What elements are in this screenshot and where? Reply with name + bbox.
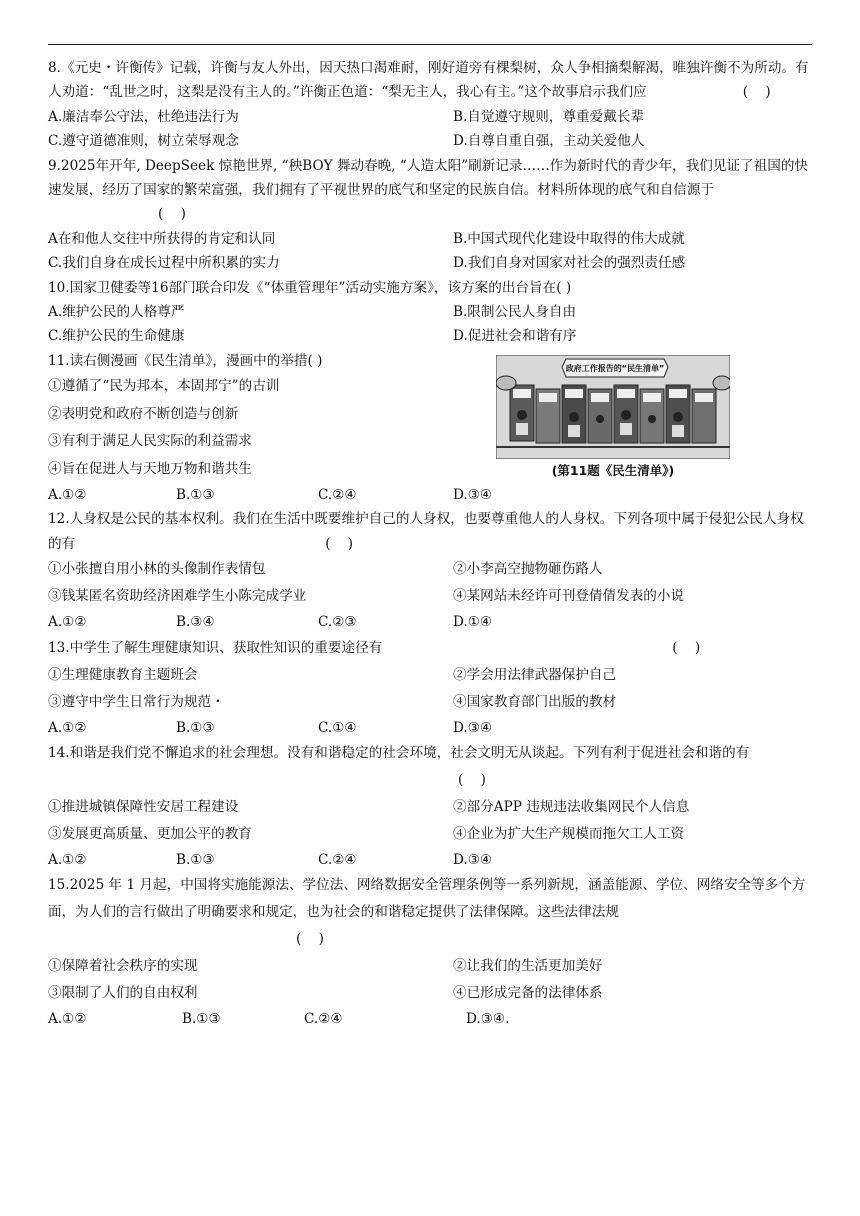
question-12-stem: 12.人身权是公民的基本权利。我们在生活中既要维护自己的人身权，也要尊重他人的人身权。下列各项中属于侵犯公民人身权的有 bbox=[48, 511, 804, 552]
statement-1: ①保障着社会秩序的实现 bbox=[48, 958, 198, 975]
cartoon-title: 政府工作报告的“民生清单” bbox=[565, 363, 665, 373]
question-15 bbox=[48, 872, 812, 1031]
option-a: A.①② bbox=[48, 614, 87, 631]
statement-4: ④已形成完备的法律体系 bbox=[453, 985, 603, 1002]
statement-1: ①小张擅自用小林的头像制作表情包 bbox=[48, 561, 266, 578]
cartoon-caption: (第11题《民生清单》) bbox=[551, 462, 675, 478]
option-d: D.①④ bbox=[453, 614, 493, 631]
option-b: B.自觉遵守规则，尊重爱戴长辈 bbox=[453, 108, 645, 125]
question-10-stem: 10.国家卫健委等16部门联合印发《“体重管理年”活动实施方案》，该方案的出台旨在( ) bbox=[48, 279, 572, 296]
option-c: C.维护公民的生命健康 bbox=[48, 328, 185, 345]
option-c: C.①④ bbox=[318, 719, 357, 736]
question-11 bbox=[48, 349, 812, 507]
statement-3: ③钱某匿名资助经济困难学生小陈完成学业 bbox=[48, 588, 307, 605]
answer-paren: ( ) bbox=[325, 535, 354, 552]
option-d: D.③④ bbox=[453, 851, 493, 868]
option-a: A.①② bbox=[48, 486, 87, 503]
question-8 bbox=[48, 56, 812, 154]
question-8-stem: 8.《元史・许衡传》记载，许衡与友人外出，因天热口渴难耐，刚好道旁有棵梨树，众人争相摘梨解渴，唯独许衡不为所动。有人劝道：“乱世之时，这梨是没有主人的。”许衡正色道：“梨无主人，我心有主。”这个故事启示我们应 bbox=[48, 60, 809, 101]
question-11-stem: 11.读右侧漫画《民生清单》，漫画中的举措( ) bbox=[48, 352, 323, 369]
statement-3: ③遵守中学生日常行为规范・ bbox=[48, 693, 225, 710]
statement-1: ①遵循了“民为邦本，本固邦宁”的古训 bbox=[48, 378, 280, 395]
statement-2: ②部分APP 违规违法收集网民个人信息 bbox=[453, 798, 690, 815]
option-d: D.我们自身对国家对社会的强烈责任感 bbox=[453, 255, 686, 272]
option-a: A.①② bbox=[48, 1011, 87, 1028]
answer-paren: ( ) bbox=[672, 639, 701, 656]
option-c: C.②④ bbox=[318, 851, 357, 868]
option-c: C.我们自身在成长过程中所积累的实力 bbox=[48, 255, 280, 272]
statement-4: ④旨在促进人与天地万物和谐共生 bbox=[48, 460, 252, 477]
option-d: D.自尊自重自强，主动关爱他人 bbox=[453, 133, 645, 150]
statement-3: ③限制了人们的自由权利 bbox=[48, 985, 198, 1002]
answer-paren: ( ) bbox=[158, 206, 186, 223]
answer-paren: ( ) bbox=[742, 84, 771, 101]
option-d: D.促进社会和谐有序 bbox=[453, 328, 577, 345]
option-c: C.②④ bbox=[318, 486, 357, 503]
statement-3: ③有利于满足人民实际的利益需求 bbox=[48, 433, 252, 450]
option-a: A.廉洁奉公守法，杜绝违法行为 bbox=[48, 108, 239, 125]
option-c: C.②④ bbox=[304, 1011, 343, 1028]
question-9 bbox=[48, 154, 812, 276]
statement-4: ④国家教育部门出版的教材 bbox=[453, 693, 617, 710]
option-a: A在和他人交往中所获得的肯定和认同 bbox=[48, 230, 276, 247]
option-d: D.③④ bbox=[453, 719, 493, 736]
header-rule bbox=[48, 44, 812, 45]
option-b: B.①③ bbox=[176, 719, 215, 736]
question-15-stem: 15.2025 年 1 月起，中国将实施能源法、学位法、网络数据安全管理条例等一系列新规，涵盖能源、学位、网络安全等多个方面，为人们的言行做出了明确要求和规定，也为社会的和谐稳定提供了法律保障。这些法律法规 bbox=[48, 877, 806, 921]
statement-2: ②小李高空抛物砸伤路人 bbox=[453, 561, 603, 578]
option-a: A.①② bbox=[48, 851, 87, 868]
question-12 bbox=[48, 507, 812, 634]
statement-3: ③发展更高质量、更加公平的教育 bbox=[48, 825, 252, 842]
option-a: A.维护公民的人格尊严 bbox=[48, 304, 185, 321]
option-b: B.③④ bbox=[176, 614, 215, 631]
statement-2: ②学会用法律武器保护自己 bbox=[453, 666, 617, 683]
option-c: C.遵守道德准则，树立荣辱观念 bbox=[48, 133, 239, 150]
option-b: B.中国式现代化建设中取得的伟大成就 bbox=[453, 230, 685, 247]
question-13-stem: 13.中学生了解生理健康知识、获取性知识的重要途径有 bbox=[48, 639, 383, 656]
question-10 bbox=[48, 276, 812, 349]
option-b: B.①③ bbox=[176, 851, 215, 868]
question-9-stem: 9.2025年开年, DeepSeek 惊艳世界, “秧BOY 舞动春晚, “人造太阳”刷新记录……作为新时代的青少年，我们见证了祖国的快速发展，经历了国家的繁荣富强，我们拥有了平视世界的底气和坚定的民族自信。材料所体现的底气和自信源于 bbox=[48, 157, 809, 199]
statement-2: ②让我们的生活更加美好 bbox=[453, 958, 603, 975]
option-a: A.①② bbox=[48, 719, 87, 736]
option-b: B.限制公民人身自由 bbox=[453, 304, 577, 321]
answer-paren: ( ) bbox=[458, 771, 486, 788]
question-13 bbox=[48, 635, 812, 740]
exam-page bbox=[48, 56, 812, 1032]
option-b: B.①③ bbox=[182, 1011, 221, 1028]
option-c: C.②③ bbox=[318, 614, 357, 631]
statement-1: ①推进城镇保障性安居工程建设 bbox=[48, 798, 239, 815]
cartoon-figure bbox=[496, 355, 730, 479]
option-d: D.③④ bbox=[453, 486, 493, 503]
answer-paren: ( ) bbox=[296, 931, 324, 948]
question-14 bbox=[48, 740, 812, 872]
statement-1: ①生理健康教育主题班会 bbox=[48, 666, 198, 683]
statement-2: ②表明党和政府不断创造与创新 bbox=[48, 405, 239, 422]
statement-4: ④某网站未经许可刊登倩倩发表的小说 bbox=[453, 588, 685, 605]
statement-4: ④企业为扩大生产规模而拖欠工人工资 bbox=[453, 825, 685, 842]
option-b: B.①③ bbox=[176, 486, 215, 503]
question-14-stem: 14.和谐是我们党不懈追求的社会理想。没有和谐稳定的社会环境，社会文明无从谈起。下列有利于促进社会和谐的有 bbox=[48, 744, 750, 761]
cartoon-image bbox=[496, 355, 730, 459]
option-d: D.③④. bbox=[466, 1011, 510, 1028]
